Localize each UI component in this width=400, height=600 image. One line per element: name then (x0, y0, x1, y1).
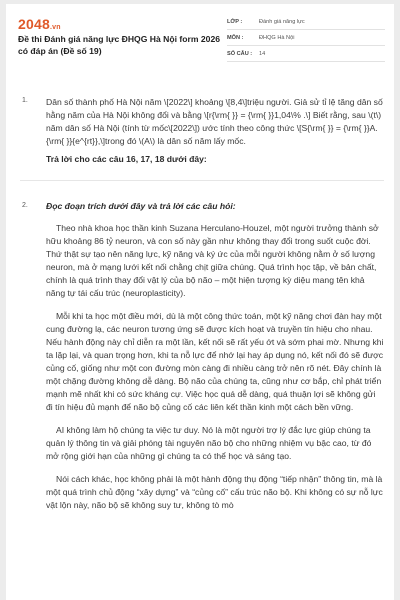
meta-row-question-count (227, 46, 385, 62)
question-lead: Trả lời cho các câu 16, 17, 18 dưới đây: (46, 154, 207, 164)
meta-value-question-count: 14 (259, 50, 266, 57)
question-divider (20, 180, 384, 181)
passage-paragraph: AI không làm hộ chúng ta việc tư duy. Nó là một người trợ lý đắc lực giúp chúng ta quản lý thông tin và giải phóng tài nguyên não bộ cho những nhiệm vụ bậc cao, từ đó mở rộng giới hạn của những gì chúng ta có thể học và sáng tạo. (46, 425, 372, 461)
question-title: Đọc đoạn trích dưới đây và trả lời các câu hỏi: (46, 201, 236, 211)
meta-value-class: Đánh giá năng lực (259, 18, 305, 25)
question-text: Dân số thành phố Hà Nội năm \[2022\] khoảng \[8,4\]triệu người. Giả sử tỉ lệ tăng dân số hằng năm của Hà Nội không đổi và bằng \[r{\rm{ }} = {\rm{ }}1,04\% .\] Biết rằng, sau \(t\) năm dân số Hà Nội (tính từ mốc\[2022\]) ước tính theo công thức \[S{\rm{ }} = {\rm{ }}A.{\rm{ }}{e^{rt}},\]trong đó \(A\) là dân số năm lấy mốc. (46, 97, 383, 146)
meta-row-subject (227, 30, 385, 46)
document-header (6, 4, 394, 70)
meta-label-subject: MÔN : (227, 34, 244, 41)
question-number: 1. (22, 97, 28, 104)
document-title: Đề thi Đánh giá năng lực ĐHQG Hà Nội form 2026 có đáp án (Đề số 19) (18, 34, 221, 56)
question-2 (20, 201, 384, 512)
passage-paragraph: Mỗi khi ta học một điều mới, dù là một công thức toán, một kỹ năng chơi đàn hay một cung đường lạ, các neuron tương ứng sẽ được kích hoạt và truyền tín hiệu cho nhau. Nếu hành động này chỉ diễn ra một lần, kết nối sẽ rất yếu ớt và sớm phai mờ. Nhưng khi ta lặp lại, và quan trọng hơn, khi ta nỗ lực để nhớ lại hay áp dụng nó, kết nối đó sẽ được củng cố, giống như một con đường mòn càng đi nhiều càng trở nên rõ nét. Đây chính là một chặng đường không dễ dàng. Bộ não của chúng ta, cũng như cơ bắp, chỉ phát triển mạnh mẽ nhất khi có sức kháng cự. Việc học quá dễ dàng, quá thuận lợi sẽ không gửi đi tín hiệu đủ mạnh để não bộ củng cố các liên kết thần kinh một cách bền vững. (46, 311, 384, 412)
question-1 (20, 96, 384, 164)
site-logo[interactable] (18, 16, 61, 32)
meta-label-class: LỚP : (227, 18, 243, 25)
logo-tld: .vn (49, 24, 61, 31)
document-meta (227, 14, 385, 62)
passage-paragraph: Nói cách khác, học không phải là một hành động thụ động “tiếp nhận” thông tin, mà là một quá trình chủ động “xây dựng” và “củng cố” cấu trúc não bộ. Khi không có sự nỗ lực vật lộn này, não bộ sẽ không suy tư, không tò mò (46, 474, 383, 510)
document-content (20, 96, 384, 522)
logo-text: 2048 (18, 16, 50, 32)
document-page (6, 4, 394, 600)
meta-label-question-count: SỐ CÂU : (227, 50, 253, 57)
meta-value-subject: ĐHQG Hà Nội (259, 34, 295, 41)
question-number: 2. (22, 202, 28, 209)
meta-row-class (227, 14, 385, 30)
passage-paragraph: Theo nhà khoa học thần kinh Suzana Herculano-Houzel, một người trưởng thành sở hữu khoảng 86 tỷ neuron, và con số này gần như không thay đổi trong suốt cuộc đời. Thứ thật sự tạo nên năng lực, kỹ năng và ký ức của mỗi người không nằm ở số lượng neuron, mà ở mạng lưới kết nối chằng chịt giữa chúng. Quá trình học tập, về bản chất, chính là quá trình thay đổi vật lý của bộ não – một hiện tượng kỳ diệu mang tên khả năng tự tái cấu trúc (neuroplasticity). (46, 223, 379, 298)
